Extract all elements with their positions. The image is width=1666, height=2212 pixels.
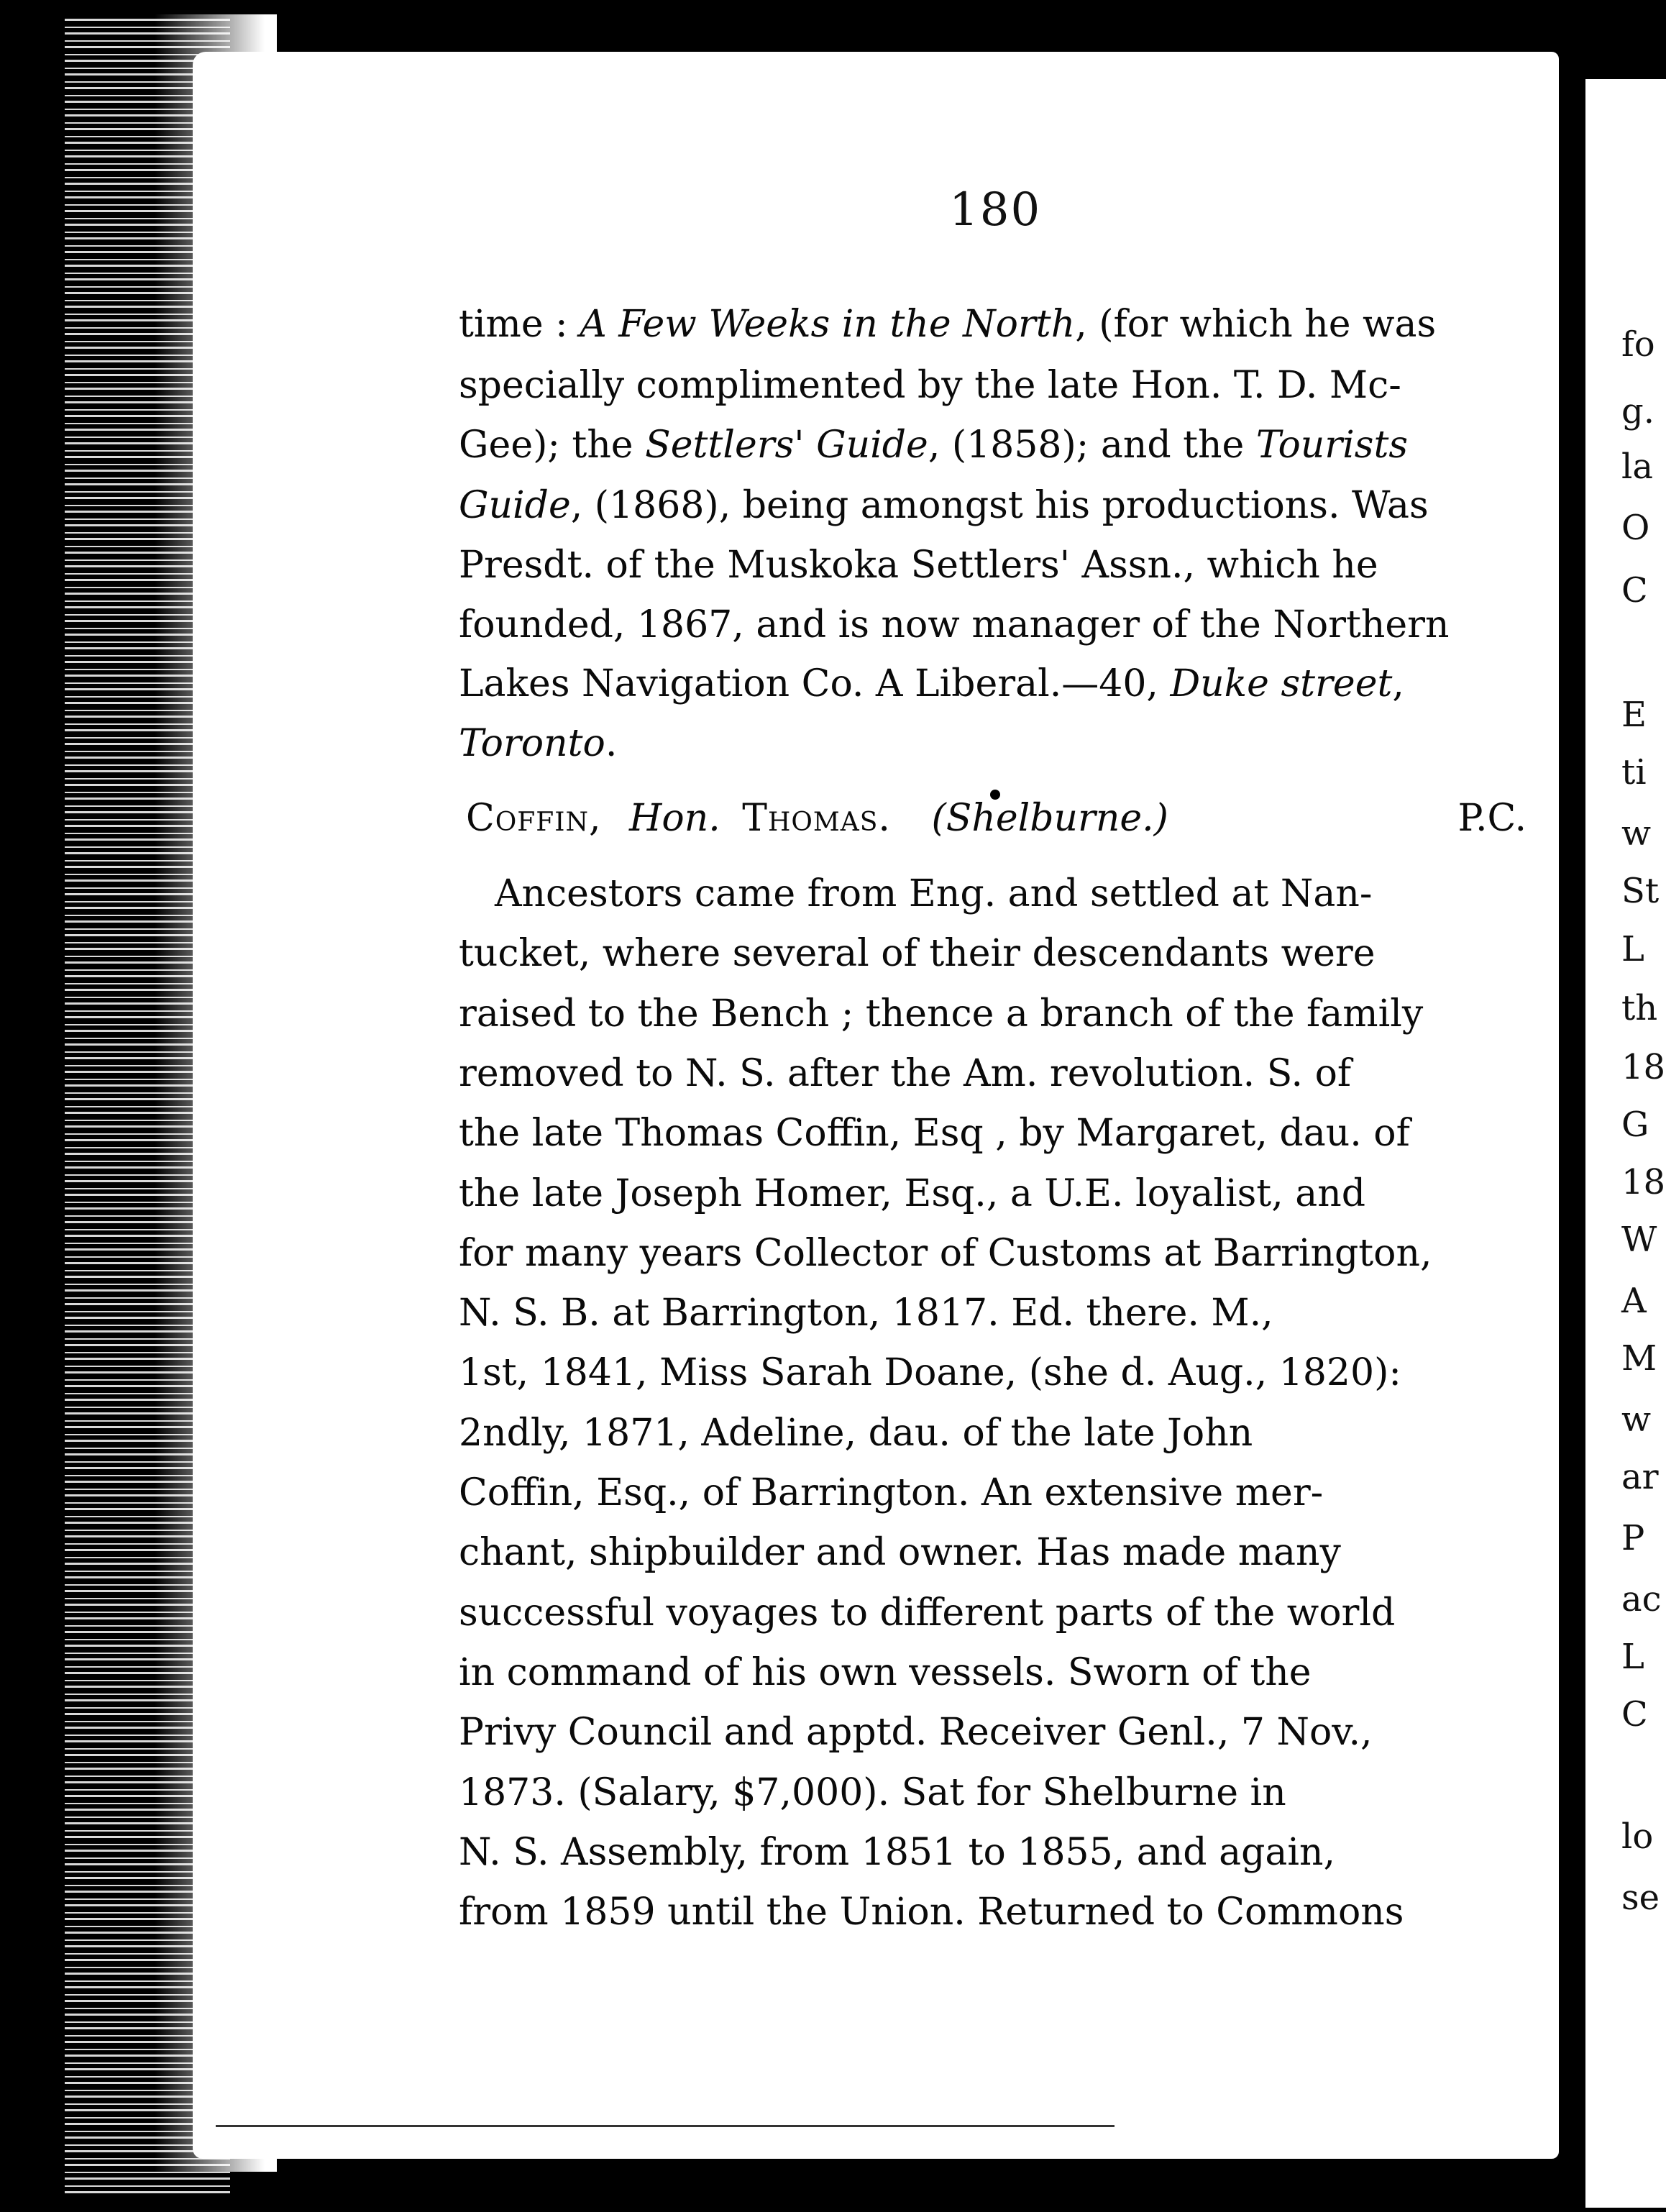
line-text [459,303,1437,346]
italic-title: Guide [459,484,571,527]
text-line: N. S. B. at Barrington, 1817. Ed. there. M., [459,1292,1273,1335]
facing-page-fragment: L [1621,1637,1644,1677]
binding-shadow [155,14,277,2172]
text-run: , [1392,662,1404,705]
text-run: time : [459,303,580,346]
line-text [459,364,1401,407]
text-line: Ancestors came from Eng. and settled at Nan- [495,872,1373,915]
text-line [459,603,1527,646]
text-line: successful voyages to different parts of the world [459,1591,1396,1635]
facing-page-fragment: lo [1621,1816,1654,1857]
facing-page-fragment: ti [1621,752,1647,792]
facing-page-fragment: E [1621,695,1647,735]
text-run: , (1868), being amongst his productions. Was [570,484,1429,527]
facing-page-fragment: O [1621,508,1650,548]
text-run: Gee); the [459,424,646,467]
text-run: Presdt. of the Muskoka Settlers' Assn., which he [459,544,1378,587]
facing-page-fragment: St [1621,871,1660,911]
facing-page-fragment: g. [1621,391,1654,431]
text-line: the late Joseph Homer, Esq., a U.E. loyalist, and [459,1171,1366,1215]
text-line: raised to the Bench ; thence a branch of the family [459,992,1424,1036]
facing-page-fragment: fo [1621,324,1655,365]
facing-page-fragment: ar [1621,1457,1659,1497]
facing-page-edge [1585,79,1666,2208]
text-line: N. S. Assembly, from 1851 to 1855, and again, [459,1830,1336,1874]
line-text [459,662,1404,705]
entry-title: Hon. [629,797,720,840]
italic-title: Duke street [1170,662,1393,705]
facing-page-fragment: C [1621,1694,1648,1735]
facing-page-fragment: W [1621,1220,1657,1260]
text-line [459,662,1527,705]
entry-surname: Coffin, [466,797,602,840]
text-line: 1873. (Salary, $7,000). Sat for Shelburne in [459,1770,1286,1814]
facing-page-fragment: P [1621,1518,1645,1558]
facing-page-fragment: 18 [1621,1047,1666,1087]
text-run: . [605,722,618,765]
text-line [459,424,1527,467]
line-text [459,424,1409,467]
italic-title: Settlers' Guide [645,424,928,467]
text-line [459,303,1527,346]
facing-page-fragment: L [1621,929,1644,969]
line-text [459,544,1378,587]
line-text [459,603,1450,646]
facing-page-fragment: A [1621,1281,1647,1321]
text-line: the late Thomas Coffin, Esq , by Margaret, dau. of [459,1112,1410,1156]
text-run: , (for which he was [1075,303,1437,346]
text-run: specially complimented by the late Hon. T. D. Mc- [459,364,1401,407]
italic-title: Tourists [1255,424,1409,467]
entry-heading [466,797,1527,840]
facing-page-fragment: w [1621,1399,1652,1440]
italic-title: Toronto [459,722,605,765]
text-line: 2ndly, 1871, Adeline, dau. of the late John [459,1411,1253,1455]
text-line: Privy Council and apptd. Receiver Genl., 7 Nov., [459,1711,1373,1755]
text-line: tucket, where several of their descendants were [459,932,1376,976]
italic-title: A Few Weeks in the North [580,303,1076,346]
facing-page-fragment: 18 [1621,1162,1666,1202]
facing-page-fragment: se [1621,1878,1660,1918]
text-line: from 1859 until the Union. Returned to Commons [459,1891,1404,1934]
facing-page-fragment: ac [1621,1579,1662,1619]
text-line: 1st, 1841, Miss Sarah Doane, (she d. Aug., 1820): [459,1351,1401,1395]
facing-page-fragment: C [1621,570,1648,611]
text-line [459,484,1527,527]
facing-page-fragment: w [1621,813,1652,854]
text-run: founded, 1867, and is now manager of the Northern [459,603,1450,646]
page-number: 180 [949,183,1042,237]
text-line [459,722,1527,765]
text-line [459,544,1527,587]
page-gutter [1570,79,1583,2186]
entry-constituency: (Shelburne.) [931,797,1168,840]
text-line: removed to N. S. after the Am. revolution. S. of [459,1051,1352,1095]
line-text [459,722,618,765]
entry-designation: P.C. [1457,797,1527,840]
text-run: Lakes Navigation Co. A Liberal.—40, [459,662,1171,705]
facing-page-fragment: M [1621,1338,1657,1379]
facing-page-fragment: G [1621,1105,1649,1145]
text-run: , (1858); and the [928,424,1256,467]
text-line [459,364,1527,407]
facing-page-fragment: la [1621,447,1653,487]
text-line: for many years Collector of Customs at Barrington, [459,1231,1432,1275]
text-line: chant, shipbuilder and owner. Has made many [459,1531,1341,1575]
entry-given-name: Thomas. [742,797,891,840]
text-line: in command of his own vessels. Sworn of the [459,1650,1312,1694]
line-text [459,484,1429,527]
facing-page-fragment: th [1621,988,1658,1028]
bottom-rule [216,2125,1115,2127]
text-line: Coffin, Esq., of Barrington. An extensive mer- [459,1471,1324,1514]
